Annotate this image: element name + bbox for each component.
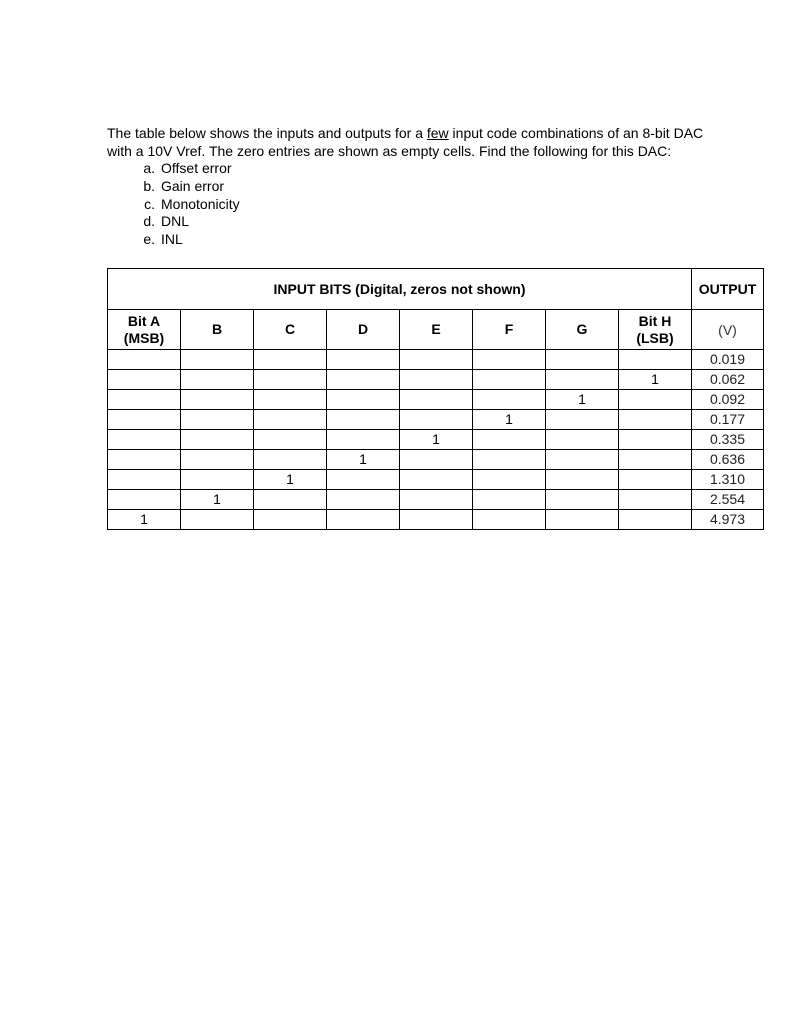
underlined-word: few <box>426 125 449 141</box>
bit-cell <box>546 370 619 390</box>
output-voltage-cell: 2.554 <box>692 490 764 510</box>
bit-cell <box>400 450 473 470</box>
output-title: OUTPUT <box>692 269 764 310</box>
column-header-b: B <box>181 310 254 350</box>
bit-cell: 1 <box>473 410 546 430</box>
bit-cell <box>254 490 327 510</box>
bit-cell <box>400 490 473 510</box>
bit-cell <box>181 410 254 430</box>
task-item: a. Offset error <box>143 160 232 176</box>
bit-cell <box>473 510 546 530</box>
bit-cell: 1 <box>181 490 254 510</box>
bit-cell <box>400 510 473 530</box>
bit-cell <box>254 410 327 430</box>
bit-cell: 1 <box>546 390 619 410</box>
output-voltage-cell: 0.019 <box>692 350 764 370</box>
bit-cell: 1 <box>254 470 327 490</box>
output-voltage-cell: 0.636 <box>692 450 764 470</box>
bit-cell <box>473 430 546 450</box>
bit-cell <box>254 350 327 370</box>
column-header-bit-a: Bit A (MSB) <box>108 310 181 350</box>
bit-cell <box>619 510 692 530</box>
bit-cell <box>327 470 400 490</box>
bit-cell <box>473 370 546 390</box>
bit-cell <box>619 450 692 470</box>
bit-cell <box>546 350 619 370</box>
bit-cell <box>400 470 473 490</box>
bit-cell <box>108 490 181 510</box>
bit-cell <box>619 490 692 510</box>
task-item: d. DNL <box>143 213 190 230</box>
input-bits-title: INPUT BITS (Digital, zeros not shown) <box>108 269 692 310</box>
task-list <box>107 160 767 249</box>
table-row <box>108 470 764 490</box>
table-row <box>108 370 764 390</box>
intro-line-2: with a 10V Vref. The zero entries are shown as empty cells. Find the following for this DAC: <box>107 142 672 159</box>
intro-line-1: The table below shows the inputs and outputs for a few input code combinations of an 8-bit DAC <box>107 125 704 141</box>
bit-cell <box>254 510 327 530</box>
bit-cell: 1 <box>619 370 692 390</box>
output-voltage-cell: 0.062 <box>692 370 764 390</box>
bit-cell <box>473 470 546 490</box>
bit-cell <box>327 490 400 510</box>
bit-cell <box>473 350 546 370</box>
table-body <box>108 350 764 530</box>
bit-cell <box>546 450 619 470</box>
bit-cell <box>181 510 254 530</box>
bit-cell <box>400 410 473 430</box>
bit-cell <box>254 390 327 410</box>
bit-cell <box>400 370 473 390</box>
column-header-e: E <box>400 310 473 350</box>
bit-cell <box>327 430 400 450</box>
table-row <box>108 410 764 430</box>
bit-cell <box>108 430 181 450</box>
bit-cell <box>327 410 400 430</box>
bit-cell <box>619 350 692 370</box>
bit-cell <box>254 450 327 470</box>
bit-cell <box>546 490 619 510</box>
column-header-g: G <box>546 310 619 350</box>
bit-cell <box>327 370 400 390</box>
output-unit: (V) <box>692 310 764 350</box>
bit-cell <box>327 350 400 370</box>
bit-cell: 1 <box>108 510 181 530</box>
bit-cell <box>473 490 546 510</box>
output-voltage-cell: 1.310 <box>692 470 764 490</box>
task-item: b. Gain error <box>143 177 225 194</box>
bit-cell <box>254 370 327 390</box>
column-header-d: D <box>327 310 400 350</box>
bit-cell <box>181 390 254 410</box>
task-item: c. Monotonicity <box>144 195 240 212</box>
bit-cell <box>108 470 181 490</box>
bit-cell <box>181 430 254 450</box>
output-voltage-cell: 0.335 <box>692 430 764 450</box>
column-header-c: C <box>254 310 327 350</box>
bit-cell <box>181 370 254 390</box>
bit-cell <box>473 390 546 410</box>
bit-cell: 1 <box>400 430 473 450</box>
bit-cell <box>327 390 400 410</box>
bit-cell <box>473 450 546 470</box>
bit-cell <box>400 390 473 410</box>
bit-cell <box>181 450 254 470</box>
bit-cell <box>108 390 181 410</box>
table-row <box>108 490 764 510</box>
problem-statement <box>107 125 767 249</box>
bit-cell <box>400 350 473 370</box>
bit-cell <box>108 450 181 470</box>
table-row <box>108 510 764 530</box>
bit-cell <box>108 370 181 390</box>
output-voltage-cell: 0.092 <box>692 390 764 410</box>
bit-cell <box>181 470 254 490</box>
bit-cell <box>327 510 400 530</box>
dac-table <box>107 268 764 530</box>
table-row <box>108 430 764 450</box>
bit-cell <box>619 430 692 450</box>
table-row <box>108 350 764 370</box>
output-voltage-cell: 4.973 <box>692 510 764 530</box>
bit-cell <box>546 510 619 530</box>
bit-cell <box>619 470 692 490</box>
bit-cell <box>619 390 692 410</box>
bit-cell <box>546 430 619 450</box>
table-row <box>108 390 764 410</box>
task-item: e. INL <box>143 231 183 248</box>
column-header-bit-h: Bit H (LSB) <box>619 310 692 350</box>
bit-cell <box>546 470 619 490</box>
column-header-f: F <box>473 310 546 350</box>
table-row <box>108 450 764 470</box>
bit-cell <box>108 410 181 430</box>
bit-cell <box>619 410 692 430</box>
bit-cell <box>254 430 327 450</box>
output-voltage-cell: 0.177 <box>692 410 764 430</box>
bit-cell <box>546 410 619 430</box>
column-header-row <box>108 310 764 350</box>
bit-cell: 1 <box>327 450 400 470</box>
bit-cell <box>181 350 254 370</box>
bit-cell <box>108 350 181 370</box>
